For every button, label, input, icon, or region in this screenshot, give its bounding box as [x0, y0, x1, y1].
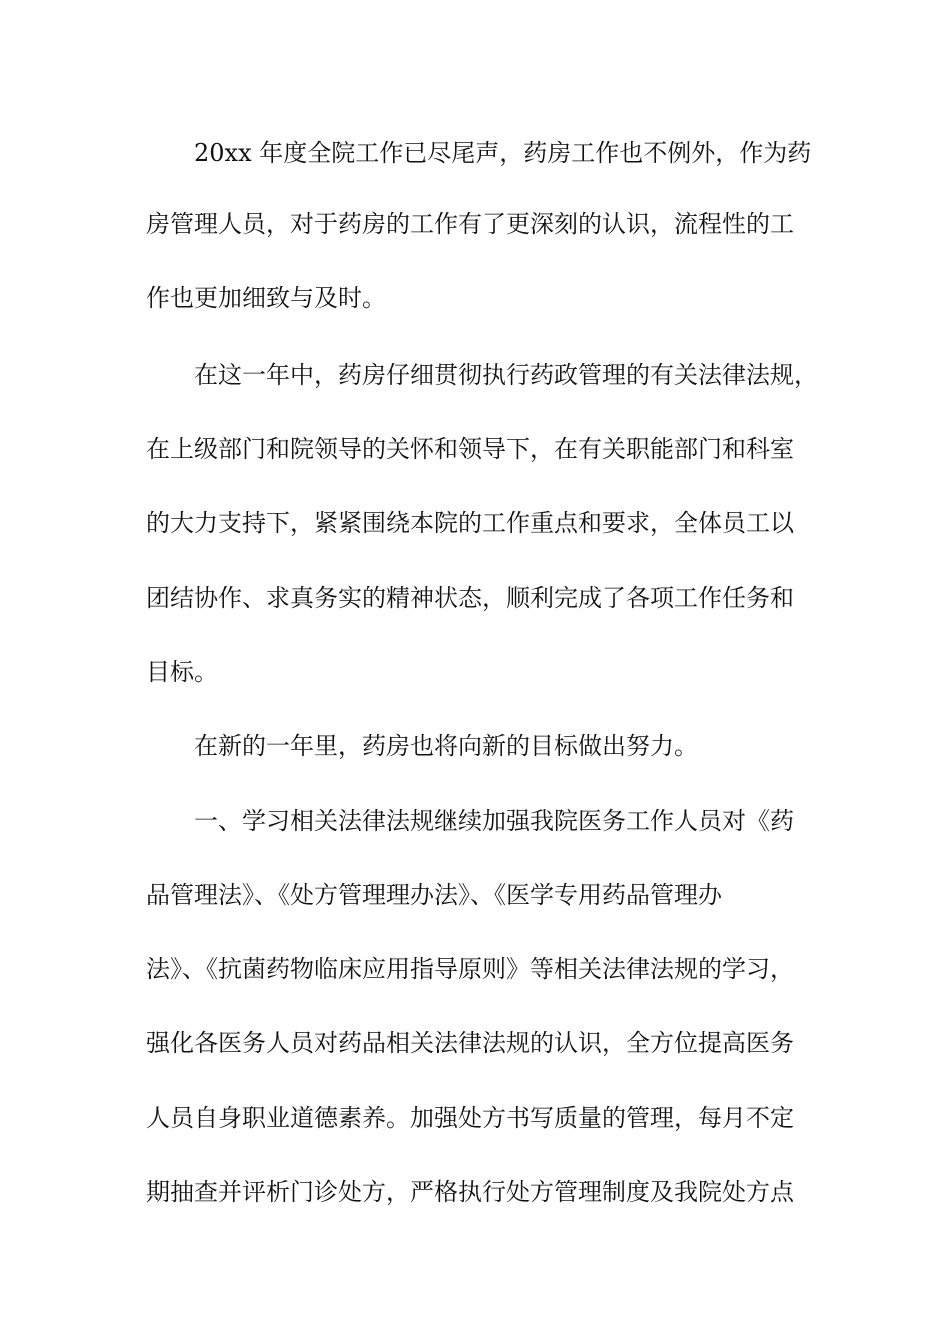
paragraph-2-line-3: 的大力支持下，紧紧围绕本院的工作重点和要求，全体员工以	[146, 509, 794, 537]
paragraph-4-line-3: 法》、《抗菌药物临床应用指导原则》等相关法律法规的学习，	[146, 955, 794, 983]
paragraph-1-line-3: 作也更加细致与及时。	[146, 284, 386, 312]
paragraph-4-line-1: 一、学习相关法律法规继续加强我院医务工作人员对《药	[194, 807, 794, 835]
paragraph-4-line-6: 期抽查并评析门诊处方，严格执行处方管理制度及我院处方点	[146, 1178, 794, 1206]
paragraph-3-line-1: 在新的一年里，药房也将向新的目标做出努力。	[194, 732, 698, 760]
paragraph-4-line-2: 品管理法》、《处方管理理办法》、《医学专用药品管理办	[146, 881, 722, 909]
paragraph-4-line-5: 人员自身职业道德素养。加强处方书写质量的管理，每月不定	[146, 1104, 794, 1132]
paragraph-2-line-1: 在这一年中，药房仔细贯彻执行药政管理的有关法律法规，	[194, 361, 818, 389]
paragraph-4-line-4: 强化各医务人员对药品相关法律法规的认识，全方位提高医务	[146, 1029, 794, 1057]
paragraph-2-line-5: 目标。	[146, 658, 218, 686]
paragraph-2-line-4: 团结协作、求真务实的精神状态，顺利完成了各项工作任务和	[146, 584, 794, 612]
paragraph-1-line-1: 20xx 年度全院工作已尽尾声，药房工作也不例外，作为药	[194, 139, 812, 167]
paragraph-2-line-2: 在上级部门和院领导的关怀和领导下，在有关职能部门和科室	[146, 435, 794, 463]
paragraph-1-line-2: 房管理人员，对于药房的工作有了更深刻的认识，流程性的工	[146, 210, 794, 238]
